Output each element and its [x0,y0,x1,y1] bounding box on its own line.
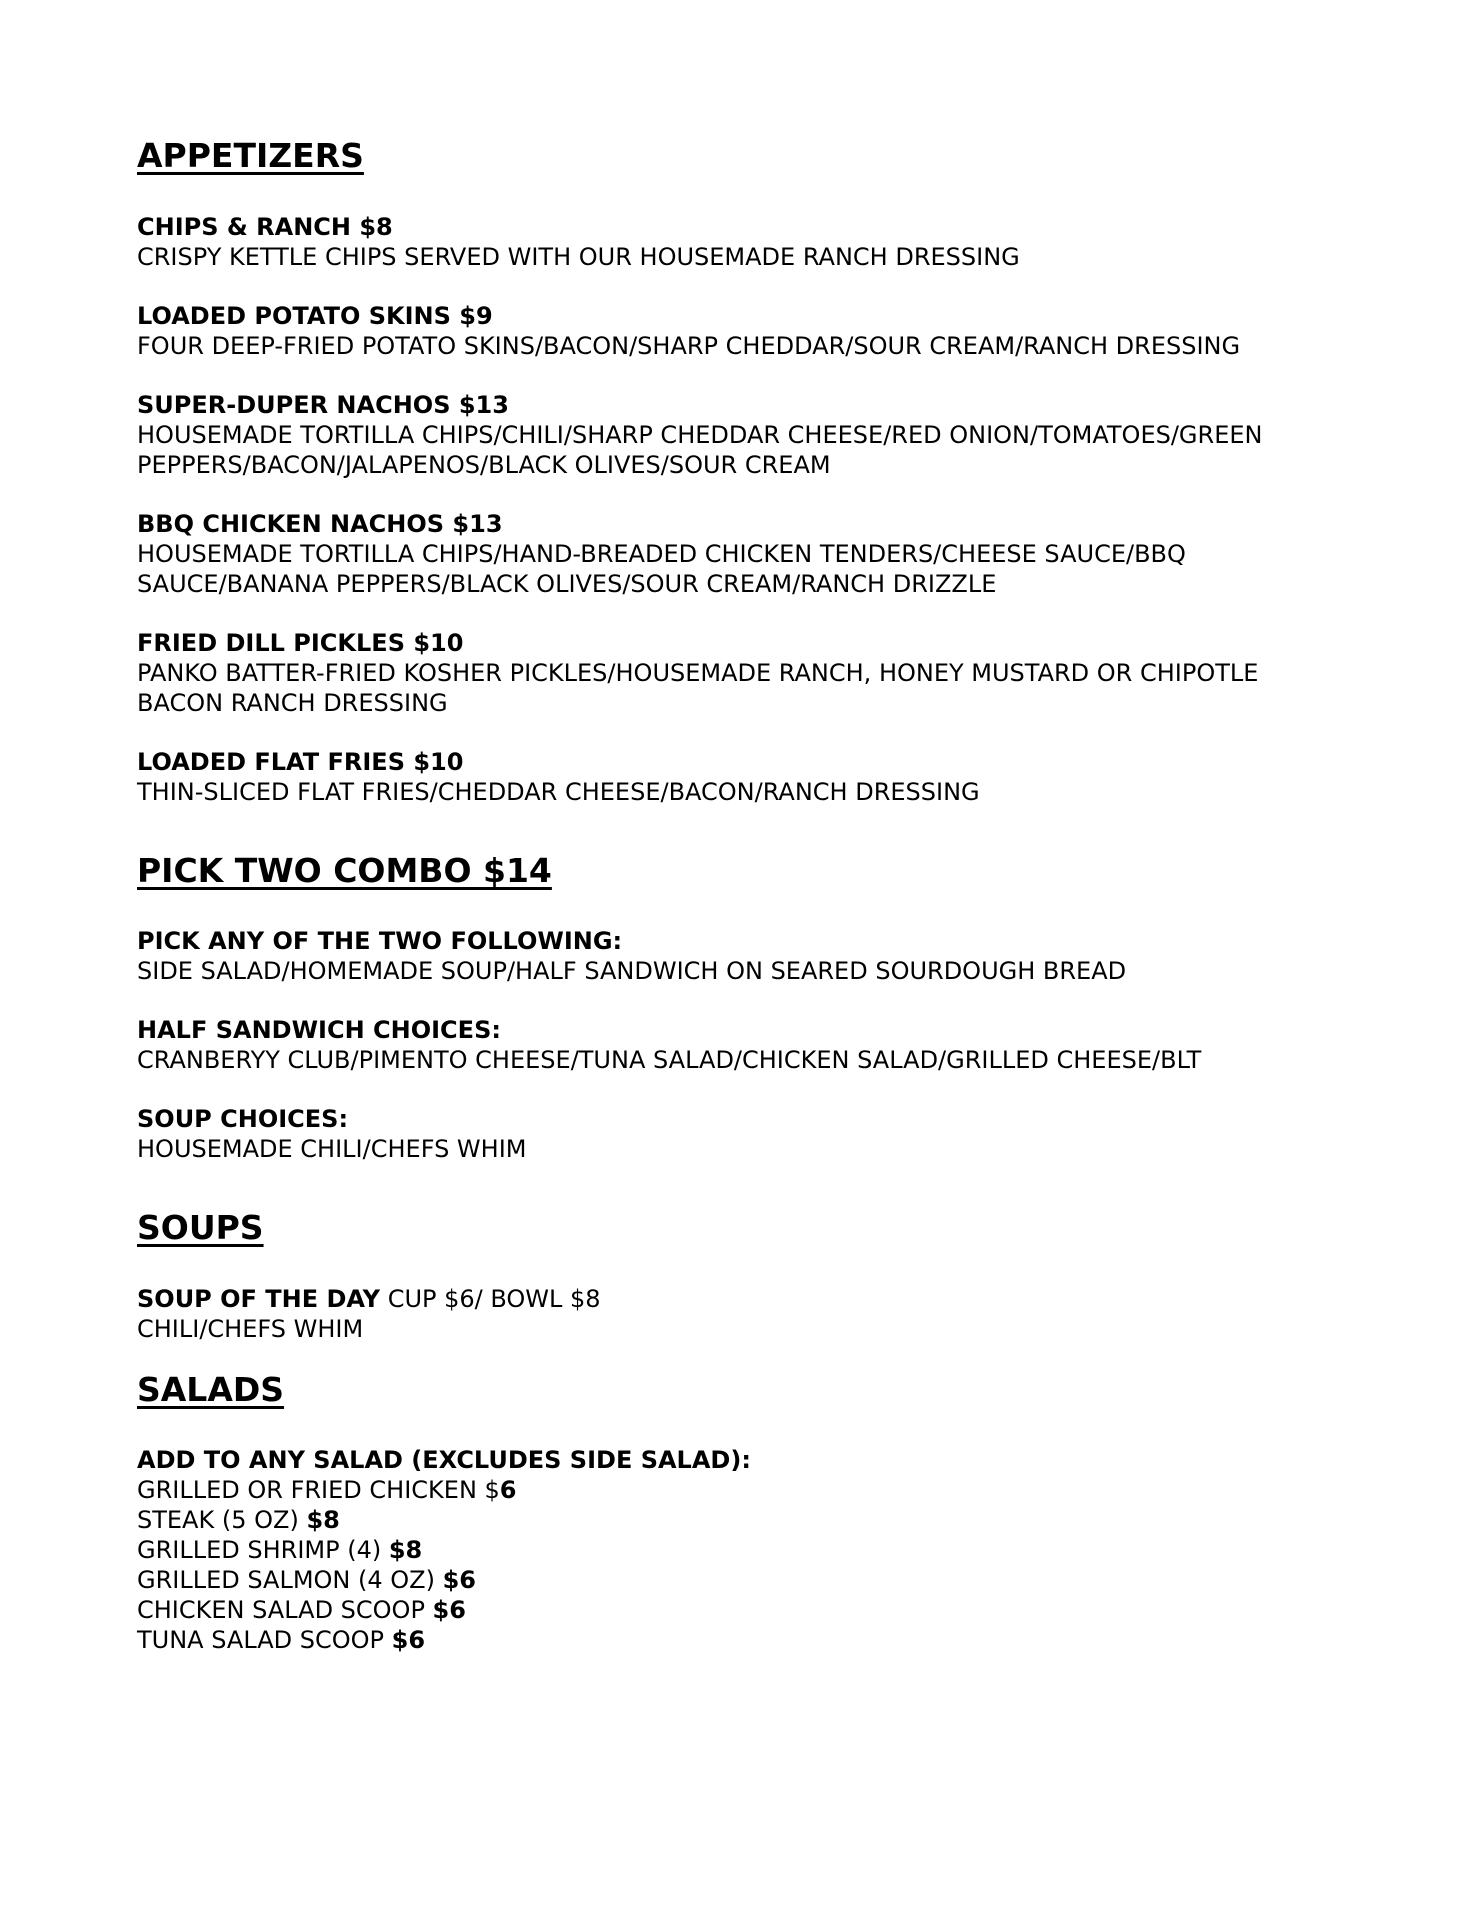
menu-item [137,509,1377,599]
salads-heading: SALADS [137,1369,285,1409]
addon-line [137,1505,1377,1535]
addon-label: TUNA SALAD SCOOP [137,1626,392,1655]
addon-line [137,1535,1377,1565]
item-name: PICK ANY OF THE TWO FOLLOWING: [137,927,623,956]
item-description-line: SAUCE/BANANA PEPPERS/BLACK OLIVES/SOUR CREAM/RANCH DRIZZLE [137,569,997,598]
addon-line [137,1625,1377,1655]
addon-label: CHICKEN SALAD SCOOP [137,1596,433,1625]
item-name: FRIED DILL PICKLES $10 [137,628,464,657]
addon-line [137,1565,1377,1595]
addon-price: $6 [432,1596,466,1625]
addon-label: STEAK (5 OZ) [137,1506,307,1535]
addon-line [137,1595,1377,1625]
addons-header: ADD TO ANY SALAD (EXCLUDES SIDE SALAD): [137,1446,751,1475]
soups-heading: SOUPS [137,1208,264,1248]
menu-page [137,136,1377,1655]
item-name: SUPER-DUPER NACHOS $13 [137,390,509,419]
soups-section [137,1208,1377,1344]
item-description: CHILI/CHEFS WHIM [137,1314,364,1343]
item-name-line [137,1284,1377,1314]
menu-item [137,1284,1377,1344]
item-description: CRISPY KETTLE CHIPS SERVED WITH OUR HOUSEMADE RANCH DRESSING [137,242,1020,271]
item-name: SOUP OF THE DAY [137,1284,381,1313]
soups-list [137,1284,1377,1344]
combo-list [137,926,1377,1164]
addon-price: $8 [306,1506,340,1535]
menu-item [137,1015,1377,1075]
menu-item [137,747,1377,807]
item-description: CRANBERYY CLUB/PIMENTO CHEESE/TUNA SALAD/CHICKEN SALAD/GRILLED CHEESE/BLT [137,1046,1202,1075]
salads-section [137,1370,1377,1656]
combo-heading: PICK TWO COMBO $14 [137,850,552,890]
appetizers-heading: APPETIZERS [137,136,364,175]
item-description-line: BACON RANCH DRESSING [137,688,448,717]
item-description-line: PANKO BATTER-FRIED KOSHER PICKLES/HOUSEMADE RANCH, HONEY MUSTARD OR CHIPOTLE [137,658,1259,687]
item-name: LOADED FLAT FRIES $10 [137,747,464,776]
appetizers-list [137,212,1377,807]
item-description: THIN-SLICED FLAT FRIES/CHEDDAR CHEESE/BACON/RANCH DRESSING [137,777,980,806]
menu-item [137,212,1377,272]
addon-price: $8 [388,1536,423,1565]
item-name: LOADED POTATO SKINS $9 [137,301,493,330]
menu-item [137,390,1377,480]
item-description: SIDE SALAD/HOMEMADE SOUP/HALF SANDWICH ON SEARED SOURDOUGH BREAD [137,957,1127,986]
item-price: CUP $6/ BOWL $8 [380,1284,601,1313]
addon-label: GRILLED SHRIMP (4) [137,1536,389,1565]
appetizers-section [137,136,1377,807]
item-name: SOUP CHOICES: [137,1105,349,1134]
addon-label: GRILLED SALMON (4 OZ) [137,1566,443,1595]
menu-item [137,301,1377,361]
item-description-line: HOUSEMADE TORTILLA CHIPS/CHILI/SHARP CHEDDAR CHEESE/RED ONION/TOMATOES/GREEN [137,420,1263,449]
combo-section [137,851,1377,1165]
menu-item [137,628,1377,718]
item-name: CHIPS & RANCH $8 [137,212,393,241]
salads-list [137,1445,1377,1655]
addon-line [137,1475,1377,1505]
item-name: BBQ CHICKEN NACHOS $13 [137,509,503,538]
item-description-line: HOUSEMADE TORTILLA CHIPS/HAND-BREADED CHICKEN TENDERS/CHEESE SAUCE/BBQ [137,539,1186,568]
addon-price: $6 [391,1626,426,1655]
item-name: HALF SANDWICH CHOICES: [137,1016,501,1045]
menu-item [137,926,1377,986]
menu-item [137,1104,1377,1164]
item-description: FOUR DEEP-FRIED POTATO SKINS/BACON/SHARP CHEDDAR/SOUR CREAM/RANCH DRESSING [137,331,1241,360]
item-description: HOUSEMADE CHILI/CHEFS WHIM [137,1135,527,1164]
addon-price: $6 [442,1566,477,1595]
addon-price: 6 [499,1476,517,1505]
addon-label: GRILLED OR FRIED CHICKEN $ [137,1476,500,1505]
item-description-line: PEPPERS/BACON/JALAPENOS/BLACK OLIVES/SOUR CREAM [137,450,831,479]
